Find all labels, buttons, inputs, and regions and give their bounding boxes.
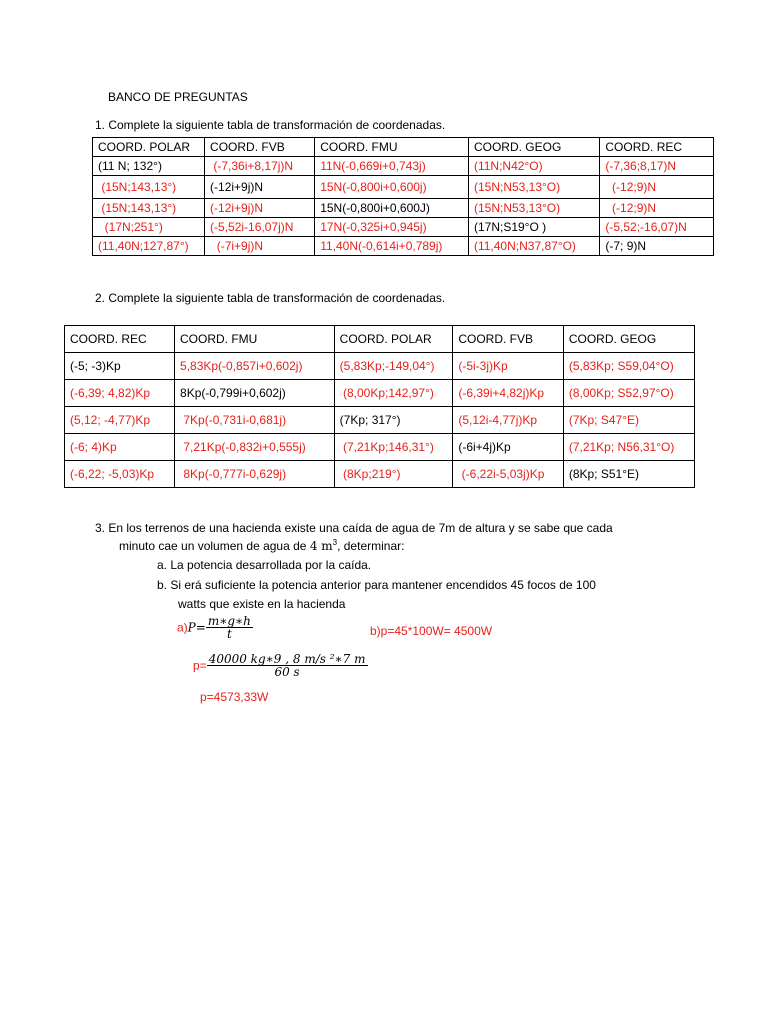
header-cell: COORD. REC [600,138,714,157]
table-cell: (-5; -3)Kp [65,353,175,380]
power-label: p= [193,658,207,673]
table-cell: (-7; 9)N [600,237,714,256]
header-row [65,326,695,353]
question-3-item-b-line-2: watts que existe en la hacienda [178,597,346,611]
table-cell: (-7,36i+8,17j)N [205,157,315,176]
answer-a-numerator: m∗g∗h [207,614,251,628]
header-cell: COORD. FMU [315,138,469,157]
table-cell: 11N(-0,669i+0,743j) [315,157,469,176]
table-cell: (15N;143,13°) [93,199,205,218]
table-cell: (17N;S19°O ) [468,218,599,237]
table-cell: (8,00Kp;142,97°) [334,380,453,407]
table-cell: (-6; 4)Kp [65,434,175,461]
table-row [93,157,714,176]
question-3-line-1: 3. En los terrenos de una hacienda existe una caída de agua de 7m de altura y se sabe que cada [95,521,613,535]
volume-exponent: 3 [332,538,338,547]
volume-math: 4 m [309,539,333,553]
table-cell: 5,83Kp(-0,857i+0,602j) [175,353,335,380]
table-cell: (-7i+9j)N [205,237,315,256]
table-cell: (-5,52;-16,07)N [600,218,714,237]
table-row [65,407,695,434]
table-cell: (7Kp; S47°E) [563,407,694,434]
table-cell: (-12;9)N [600,199,714,218]
answer-a-fraction [206,615,253,640]
header-cell: COORD. POLAR [93,138,205,157]
answer-a-formula [177,615,253,640]
table-cell: (-6,22; -5,03)Kp [65,461,175,488]
table-cell: 15N(-0,800i+0,600J) [315,199,469,218]
header-cell: COORD. FVB [453,326,563,353]
table-cell: (7,21Kp;146,31°) [334,434,453,461]
question-2-text: 2. Complete la siguiente tabla de transformación de coordenadas. [95,291,446,305]
table-cell: (8Kp; S51°E) [563,461,694,488]
power-denominator: 60 s [274,665,300,679]
table-cell: (5,12i-4,77j)Kp [453,407,563,434]
answer-a-lhs: P= [187,620,206,635]
table-1 [92,137,714,256]
table-cell: (-6,39i+4,82j)Kp [453,380,563,407]
question-3-item-a: a. La potencia desarrollada por la caída. [157,558,372,572]
table-cell: (5,83Kp; S59,04°O) [563,353,694,380]
table-cell: (5,83Kp;-149,04°) [334,353,453,380]
table-cell: (-5,52i-16,07j)N [205,218,315,237]
table-row [93,237,714,256]
power-fraction [207,653,368,678]
table-cell: (-6i+4j)Kp [453,434,563,461]
question-3-line-2-end: , determinar: [337,539,405,553]
answer-a-denominator: t [226,627,232,641]
table-cell: (-12i+9j)N [205,199,315,218]
table-cell: (-5i-3j)Kp [453,353,563,380]
table-cell: (11 N; 132°) [93,157,205,176]
table-cell: (-7,36;8,17)N [600,157,714,176]
power-calculation [193,653,368,678]
question-3-line-2-text: minuto cae un volumen de agua de [119,539,307,553]
table-cell: (11,40N;127,87°) [93,237,205,256]
table-cell: (11N;N42°O) [468,157,599,176]
table-cell: (7,21Kp; N56,31°O) [563,434,694,461]
table-cell: (-12;9)N [600,176,714,199]
table-cell: (5,12; -4,77)Kp [65,407,175,434]
table-cell: (8Kp;219°) [334,461,453,488]
table-row [65,461,695,488]
table-cell: (15N;143,13°) [93,176,205,199]
question-1-text: 1. Complete la siguiente tabla de transformación de coordenadas. [95,118,446,132]
header-cell: COORD. REC [65,326,175,353]
header-cell: COORD. FVB [205,138,315,157]
table-cell: (7Kp; 317°) [334,407,453,434]
table-row [93,199,714,218]
table-row [93,176,714,199]
table-cell: 11,40N(-0,614i+0,789j) [315,237,469,256]
table-cell: 8Kp(-0,777i-0,629j) [175,461,335,488]
question-3-item-b-line-1: b. Si erá suficiente la potencia anterior para mantener encendidos 45 focos de 100 [157,578,596,592]
table-cell: 8Kp(-0,799i+0,602j) [175,380,335,407]
answer-b: b)p=45*100W= 4500W [370,624,493,638]
answer-a-label: a) [177,620,188,635]
table-cell: (15N;N53,13°O) [468,176,599,199]
table-cell: 17N(-0,325i+0,945j) [315,218,469,237]
table-cell: (8,00Kp; S52,97°O) [563,380,694,407]
header-cell: COORD. POLAR [334,326,453,353]
table-2 [64,325,695,488]
table-row [93,218,714,237]
table-row [65,380,695,407]
table-cell: (-12i+9j)N [205,176,315,199]
header-cell: COORD. FMU [175,326,335,353]
table-cell: (11,40N;N37,87°O) [468,237,599,256]
table-cell: (-6,39; 4,82)Kp [65,380,175,407]
question-3-line-2 [119,538,404,553]
table-cell: 7Kp(-0,731i-0,681j) [175,407,335,434]
header-row [93,138,714,157]
header-cell: COORD. GEOG [468,138,599,157]
table-row [65,434,695,461]
document-heading: BANCO DE PREGUNTAS [108,90,248,104]
table-cell: 7,21Kp(-0,832i+0,555j) [175,434,335,461]
table-row [65,353,695,380]
header-cell: COORD. GEOG [563,326,694,353]
table-cell: (-6,22i-5,03j)Kp [453,461,563,488]
power-numerator: 40000 kg∗9 , 8 m/s ²∗7 m [208,652,366,666]
table-cell: 15N(-0,800i+0,600j) [315,176,469,199]
table-cell: (17N;251°) [93,218,205,237]
power-result: p=4573,33W [200,690,269,704]
table-cell: (15N;N53,13°O) [468,199,599,218]
